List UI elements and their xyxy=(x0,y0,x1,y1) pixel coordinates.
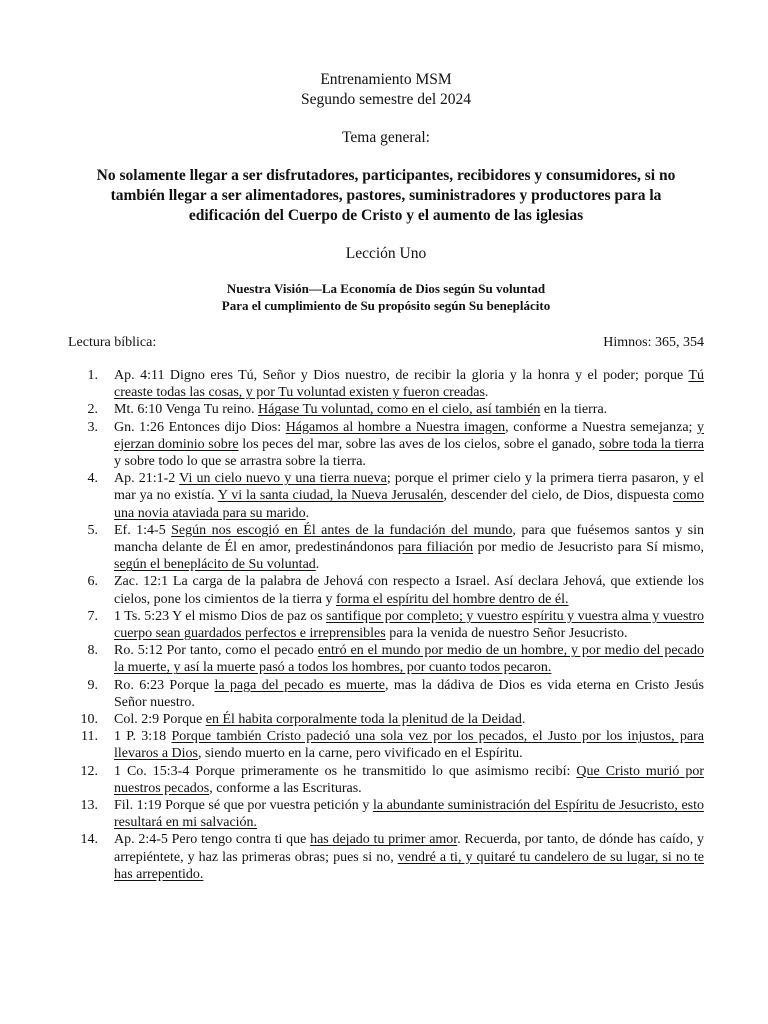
training-title: Entrenamiento MSM xyxy=(320,71,452,88)
verse-item xyxy=(68,711,704,728)
verse-item xyxy=(68,677,704,711)
underlined-phrase: entró en el mundo por medio de un hombre, y por medio del pecado la muerte, y así la muerte pasó a todos los hombres, por cuanto todos pecaron. xyxy=(114,643,704,676)
verse-number: 10. xyxy=(80,712,98,728)
theme-label: Tema general: xyxy=(342,129,430,146)
verse-text xyxy=(114,763,704,797)
underlined-phrase: Tú creaste todas las cosas, y por Tu voluntad existen y fueron creadas xyxy=(114,368,704,401)
verse-item xyxy=(68,367,704,401)
reading-row xyxy=(68,334,704,352)
verse-number: 12. xyxy=(80,763,98,779)
verse-segment: . xyxy=(484,385,489,401)
verse-item xyxy=(68,763,704,797)
lesson-subtitle-2: Para el cumplimiento de Su propósito según Su beneplácito xyxy=(221,298,551,313)
verse-segment: Ap. 2:4-5 Pero tengo contra ti que xyxy=(114,832,311,848)
underlined-phrase: Y vi la santa ciudad, la Nueva Jerusalén xyxy=(217,488,444,504)
underlined-phrase: Hágamos al hombre a Nuestra imagen xyxy=(285,419,506,435)
verse-segment: , descender del cielo, de Dios, dispuesta xyxy=(443,488,673,504)
reading-label: Lectura bíblica: xyxy=(68,335,157,350)
underlined-phrase: Según nos escogió en Él antes de la fundación del mundo xyxy=(171,522,513,538)
lesson-subtitle-1: Nuestra Visión—La Economía de Dios según Su voluntad xyxy=(226,281,546,296)
verse-number: 11. xyxy=(81,729,98,745)
verse-number: 9. xyxy=(87,677,98,693)
verse-number: 3. xyxy=(87,419,98,435)
verse-segment: , siendo muerto en la carne, pero vivificado en el Espíritu. xyxy=(197,746,523,762)
underlined-phrase: Vi un cielo nuevo y una tierra nueva xyxy=(179,471,387,487)
verse-text xyxy=(114,711,704,728)
verse-segment: Mt. 6:10 Venga Tu reino. xyxy=(114,402,259,418)
underlined-phrase: Hágase Tu voluntad, como en el cielo, así también xyxy=(258,402,541,418)
verse-segment: Ro. 6:23 Porque xyxy=(114,677,215,693)
verse-number: 13. xyxy=(80,798,98,814)
verse-number: 14. xyxy=(80,832,98,848)
verse-text xyxy=(114,831,704,883)
verse-text xyxy=(114,608,704,642)
verse-segment: , conforme a Nuestra semejanza; xyxy=(505,419,697,435)
verse-segment: Ef. 1:4-5 xyxy=(114,522,172,538)
verse-list xyxy=(68,367,704,883)
verse-text xyxy=(114,728,704,762)
verse-segment: , para que fuésemos santos y sin mancha delante de Él en amor, predestinándonos xyxy=(114,522,704,556)
verse-segment: para la venida de nuestro Señor Jesucristo. xyxy=(385,626,628,642)
underlined-phrase: y ejerzan dominio sobre xyxy=(114,419,704,452)
verse-text xyxy=(114,419,704,471)
verse-number: 7. xyxy=(87,608,98,624)
verse-item xyxy=(68,608,704,642)
verse-text xyxy=(114,470,704,522)
verse-segment: Fil. 1:19 Porque sé que por vuestra petición y xyxy=(114,798,373,814)
verse-segment: ; porque el primer cielo y la primera tierra pasaron, y el mar ya no existía. xyxy=(114,471,704,504)
verse-segment: . xyxy=(305,505,310,521)
verse-segment: Ro. 5:12 Por tanto, como el pecado xyxy=(114,643,318,659)
verse-segment: por medio de Jesucristo para Sí mismo, xyxy=(473,540,704,556)
verse-item xyxy=(68,831,704,883)
verse-segment: Ap. 21:1-2 xyxy=(114,471,180,487)
underlined-phrase: la abundante suministración del Espíritu de Jesucristo, esto resultará en mi salvación. xyxy=(114,798,705,831)
underlined-phrase: Porque también Cristo padeció una sola vez por los pecados, el Justo por los injustos, para llevaros a Dios xyxy=(114,729,704,762)
verse-number: 5. xyxy=(87,522,98,538)
underlined-phrase: forma el espíritu del hombre dentro de él. xyxy=(336,591,569,607)
verse-segment: en la tierra. xyxy=(540,402,608,418)
verse-segment: Ap. 4:11 Digno eres Tú, Señor y Dios nuestro, de recibir la gloria y la honra y el poder; porque xyxy=(114,368,689,383)
verse-number: 8. xyxy=(87,643,98,659)
verse-number: 6. xyxy=(87,574,98,590)
verse-text xyxy=(114,522,704,574)
verse-item xyxy=(68,728,704,762)
verse-segment: Gn. 1:26 Entonces dijo Dios: xyxy=(114,419,286,435)
underlined-phrase: Que Cristo murió por nuestros pecados xyxy=(114,763,704,796)
verse-segment: . Recuerda, por tanto, de dónde has caído, y arrepiéntete, y haz las primeras obras; pues si no, xyxy=(114,832,704,865)
verse-number: 4. xyxy=(87,471,98,487)
verse-item xyxy=(68,401,704,418)
verse-number: 2. xyxy=(87,402,98,418)
underlined-phrase: para filiación xyxy=(397,540,474,556)
underlined-phrase: has dejado tu primer amor xyxy=(310,832,458,848)
verse-segment: los peces del mar, sobre las aves de los cielos, sobre el ganado, xyxy=(238,436,600,452)
underlined-phrase: santifique por completo; y vuestro espíritu y vuestra alma y vuestro cuerpo sean guardados perfectos e irreprensibles xyxy=(114,608,704,642)
underlined-phrase: la paga del pecado es muerte xyxy=(214,677,386,693)
verse-item xyxy=(68,642,704,676)
semester-title: Segundo semestre del 2024 xyxy=(300,91,472,108)
verse-segment: , mas la dádiva de Dios es vida eterna en Cristo Jesús Señor nuestro. xyxy=(114,677,705,710)
hymns-label: Himnos: 365, 354 xyxy=(603,335,704,350)
verse-text xyxy=(114,677,704,711)
verse-text xyxy=(114,367,704,401)
verse-text xyxy=(114,642,704,676)
verse-segment: . xyxy=(315,557,320,573)
lesson-title: Lección Uno xyxy=(345,245,427,262)
verse-segment: , conforme a las Escrituras. xyxy=(209,780,362,796)
verse-segment: 1 Ts. 5:23 Y el mismo Dios de paz os xyxy=(114,608,327,624)
verse-text xyxy=(114,797,704,831)
verse-item xyxy=(68,470,704,522)
underlined-phrase: como una novia ataviada para su marido xyxy=(114,488,704,521)
verse-text xyxy=(114,401,704,418)
verse-text xyxy=(114,573,704,607)
verse-item xyxy=(68,797,704,831)
underlined-phrase: en Él habita corporalmente toda la plenitud de la Deidad xyxy=(205,712,522,728)
underlined-phrase: según el beneplácito de Su voluntad xyxy=(114,557,316,573)
underlined-phrase: vendré a ti, y quitaré tu candelero de su lugar, si no te has arrepentido. xyxy=(114,849,704,882)
verse-item xyxy=(68,522,704,574)
verse-segment: 1 P. 3:18 xyxy=(114,729,172,745)
verse-segment: . xyxy=(521,712,526,728)
verse-segment: y sobre todo lo que se arrastra sobre la tierra. xyxy=(114,454,366,470)
underlined-phrase: sobre toda la tierra xyxy=(599,436,704,452)
verse-segment: Zac. 12:1 La carga de la palabra de Jehová con respecto a Israel. Así declara Jehová, que extiende los cielos, pone los cimientos de la tierra y xyxy=(114,574,704,607)
verse-number: 1. xyxy=(87,368,98,383)
verse-item xyxy=(68,419,704,471)
verse-segment: Col. 2:9 Porque xyxy=(114,712,206,728)
verse-segment: 1 Co. 15:3-4 Porque primeramente os he transmitido lo que asimismo recibí: xyxy=(114,763,577,779)
general-theme: No solamente llegar a ser disfrutadores, participantes, recibidores y consumidores, si no también llegar a ser alimentadores, pastores, suministradores y productores para la edificación del Cuerpo de Cristo y el aumento de las iglesias xyxy=(96,167,676,224)
verse-item xyxy=(68,573,704,607)
